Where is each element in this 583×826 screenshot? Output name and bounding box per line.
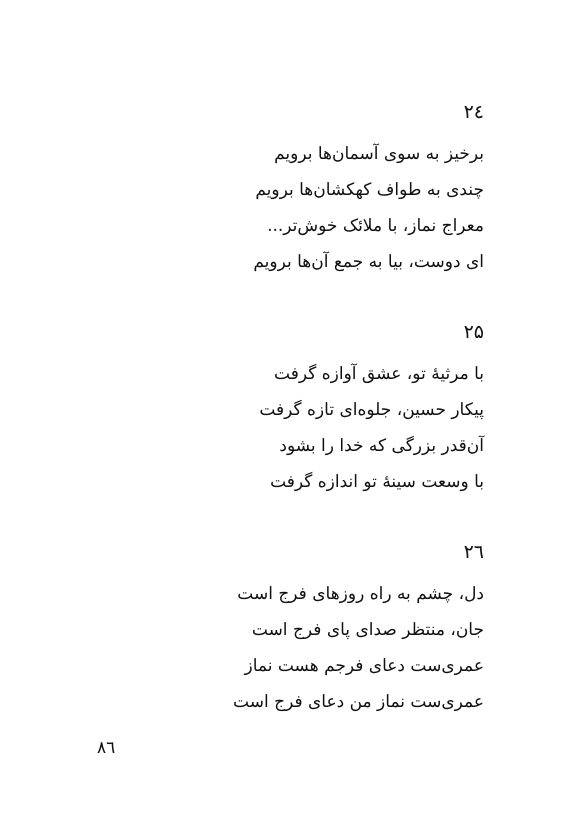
verse-line: با وسعت سینهٔ تو اندازه گرفت	[270, 472, 484, 492]
quatrain-25	[184, 320, 484, 500]
verse-line: آن‌قدر بزرگی که خدا را بشود	[279, 436, 484, 456]
verse-line: عمری‌ست نماز من دعای فرج است	[233, 692, 484, 712]
verse-line: چندی به طواف کهکشان‌ها برویم	[255, 180, 484, 200]
quatrain-24	[184, 100, 484, 280]
page-number: ۸٦	[97, 738, 116, 758]
verse-line: با مرثیهٔ تو، عشق آوازه گرفت	[274, 364, 484, 384]
verse-line: دل، چشم به راه روزهای فرج است	[237, 584, 484, 604]
verse-line: معراج نماز، با ملائک خوش‌تر...	[267, 216, 484, 236]
verse-line: عمری‌ست دعای فرجم هست نماز	[244, 656, 484, 676]
verse-line: برخیز به سوی آسمان‌ها برویم	[274, 144, 484, 164]
quatrain-26	[184, 540, 484, 720]
quatrain-number: ۲۵	[463, 321, 484, 343]
verse-line: ای دوست، بیا به جمع آن‌ها برویم	[253, 252, 484, 272]
verse-line: پیکار حسین، جلوه‌ای تازه گرفت	[259, 400, 484, 420]
quatrain-number: ۲٦	[463, 541, 484, 563]
quatrain-number: ۲٤	[463, 101, 484, 123]
verse-line: جان، منتظر صدای پای فرج است	[251, 620, 484, 640]
